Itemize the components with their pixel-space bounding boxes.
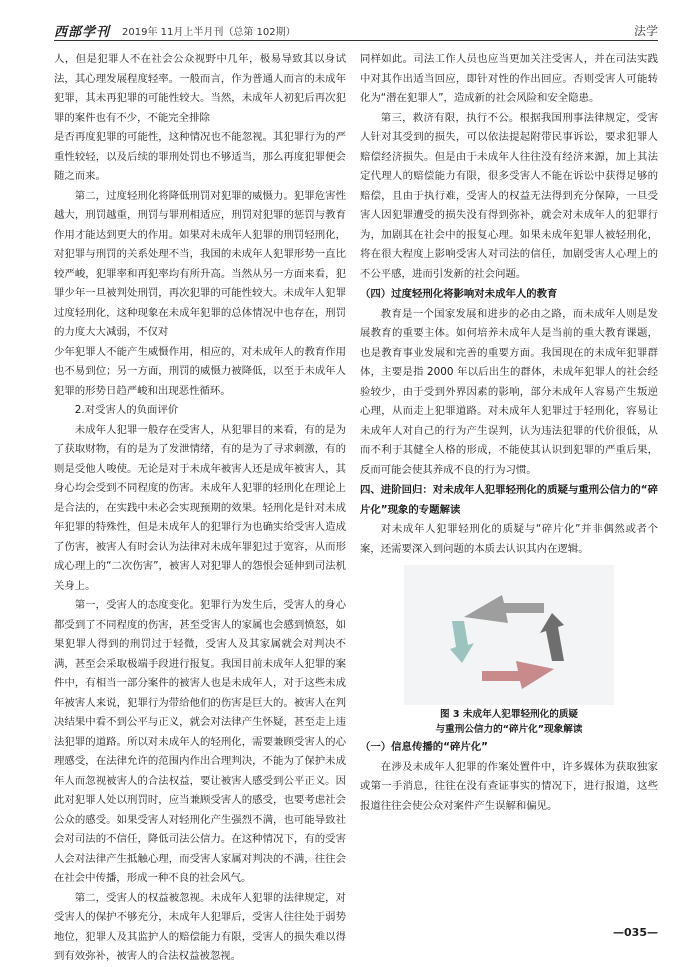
- journal-logo: 西部学刊: [54, 25, 111, 40]
- paragraph: 第二，过度轻刑化将降低刑罚对犯罪的威慑力。犯罪危害性越大，刑罚越重，刑罚与罪刑相适应，刑罚对犯罪的惩罚与教育作用才能达到更大的作用。如果对未成年人犯罪的刑罚轻刑化，对犯罪与刑罚的关系处理不当，我国的未成年人犯罪形势一直比较严峻，犯罪率和再犯率均有所升高。当然从另一方面来看，犯罪少年一旦被判处刑罚，再次犯罪的可能性较大。未成年人犯罪过度轻刑化，这种现象在未成年犯罪的总体情况中也存在，刑罚的力度大大减弱，不仅对: [54, 189, 346, 338]
- figure-background: [404, 565, 614, 705]
- figure-3: [360, 565, 658, 737]
- subsection-heading: （一）信息传播的“碎片化”: [360, 741, 488, 753]
- paragraph: 未成年人犯罪一般存在受害人，从犯罪目的来看，有的是为了获取财物，有的是为了发泄情绪，有的是为了寻求刺激，有的则是受他人唆使。无论是对于未成年被害人还是成年被害人，其身心均会受到不同程度的伤害。未成年人犯罪的轻刑化在理论上是合法的，在实践中未必会实现预期的效果。轻刑化是针对未成年犯罪的特殊性，但是未成年人的犯罪行为也确实给受害人造成了伤害，被害人有时会认为法律对未成年罪犯过于宽容，从而形成心理上的“二次伤害”，被害人对犯罪人的怨恨会延伸到司法机关身上。: [54, 423, 346, 592]
- paragraph: 第三，救济有限，执行不公。根据我国刑事法律规定，受害人针对其受到的损失，可以依法提起附带民事诉讼，要求犯罪人赔偿经济损失。但是由于未成年人往往没有经济来源，加上其法定代理人的赔偿能力有限，很多受害人不能在诉讼中获得足够的赔偿，且由于执行难，受害人的权益无法得到充分保障，一旦受害人因犯罪遭受的损失没有得到弥补，就会对未成年人的犯罪行为，加剧其在社会中的报复心理。如果未成年犯罪人被轻刑化，将在很大程度上影响受害人对司法的信任，加剧受害人心理上的不公平感，进而引发新的社会问题。: [360, 111, 658, 280]
- paragraph: 人，但是犯罪人不在社会公众视野中几年，极易导致其以身试法，其心理发展程度轻率。一般而言，作为普通人而言的未成年犯罪，其未再犯罪的可能性较大。当然，未成年人初犯后再次犯罪的案件也有不少，不能完全排除: [54, 53, 346, 124]
- section-heading: 四、进阶回归：对未成年人犯罪轻刑化的质疑与重刑公信力的“碎片化”现象的专题解读: [360, 484, 658, 516]
- paragraph: 第一，受害人的态度变化。犯罪行为发生后，受害人的身心都受到了不同程度的伤害，甚至受害人的家属也会感到愤怒，如果犯罪人得到的刑罚过于轻微，受害人及其家属就会对判决不满，甚至会采取极端手段进行报复。我国目前未成年人犯罪的案件中，有相当一部分案件的被害人也是未成年人，对于这些未成年被害人来说，犯罪行为带给他们的伤害是巨大的。被害人在判决结果中看不到公平与正义，就会对法律产生怀疑，甚至走上违法犯罪的道路。所以对未成年人的轻刑化，需要兼顾受害人的心理感受，在法律允许的范围内作出合理判决，不能为了保护未成年人而忽视被害人的合法权益，要让被害人感受到公平正义。因此对犯罪人处以刑罚时，应当兼顾受害人的感受，也要考虑社会公众的感受。如果受害人对轻刑化产生强烈不满，也可能导致社会对司法的不信任，降低司法公信力。在这种情况下，有的受害人会对法律产生抵触心理，而受害人家属对判决的不满，往往会在社会中传播，形成一种不良的社会风气。: [54, 599, 346, 884]
- figure-caption-line: 与重刑公信力的“碎片化”现象解读: [435, 724, 583, 735]
- section-tag: 法学: [633, 24, 658, 38]
- paragraph: 对未成年人犯罪轻刑化的质疑与“碎片化”并非偶然或者个案，还需要深入到问题的本质去认识其内在逻辑。: [360, 523, 658, 555]
- subsection-heading: 2.对受害人的负面评价: [74, 404, 179, 416]
- figure-caption: [360, 707, 658, 737]
- paragraph: 同样如此。司法工作人员也应当更加关注受害人，并在司法实践中对其作出适当回应，即针对性的作出回应。否则受害人可能转化为“潜在犯罪人”，造成新的社会风险和安全隐患。: [360, 53, 658, 104]
- paragraph: 在涉及未成年人犯罪的作案处置件中，许多媒体为获取独家或第一手消息，往往在没有查证事实的情况下，进行报道，这些报道往往会使公众对案件产生误解和偏见。: [360, 760, 658, 812]
- cycle-arrows-figure: [404, 565, 614, 705]
- paragraph: 教育是一个国家发展和进步的必由之路，而未成年人则是发展教育的重要主体。如何培养未成年人是当前的重大教育课题，也是教育事业发展和完善的重要方面。我国现在的未成年犯罪群体，主要是指 2000 年以后出生的群体，未成年犯罪人的社会经验较少，由于受到外界因素的影响，部分未成年人容易产生叛逆心理，从而走上犯罪道路。对未成年人犯罪过于轻刑化，容易让未成年人对自己的行为产生误判，认为违法犯罪的代价很低，从而不利于其健全人格的形成，不能使其认识到犯罪的严重后果，反而可能会使其养成不良的行为习惯。: [360, 307, 658, 476]
- paragraph: 第二，受害人的权益被忽视。未成年人犯罪的法律规定，对受害人的保护不够充分，未成年人犯罪后，受害人往往处于弱势地位，犯罪人及其监护人的赔偿能力有限，受害人的损失难以得到有效弥补，被害人的合法权益被忽视。: [54, 891, 346, 962]
- issue-info: 2019年 11月上半月刊（总第 102期）: [122, 27, 296, 38]
- page-number: —035—: [613, 926, 658, 939]
- paragraph: 是否再度犯罪的可能性，这种情况也不能忽视。其犯罪行为的严重性较轻，以及后续的罪刑处罚也不够适当，那么再度犯罪便会随之而来。: [54, 131, 346, 182]
- paragraph: 少年犯罪人不能产生威慑作用，相应的，对未成年人的教育作用也不易到位；另一方面，刑罚的威慑力被降低，以至于未成年人犯罪的形势日趋严峻和出现恶性循环。: [54, 345, 346, 397]
- right-column: [360, 50, 658, 816]
- left-column: [54, 50, 346, 962]
- figure-caption-line: 图 3 未成年人犯罪轻刑化的质疑: [439, 709, 579, 720]
- page-header: [54, 20, 658, 41]
- subsection-heading: （四）过度轻刑化将影响对未成年人的教育: [360, 288, 558, 300]
